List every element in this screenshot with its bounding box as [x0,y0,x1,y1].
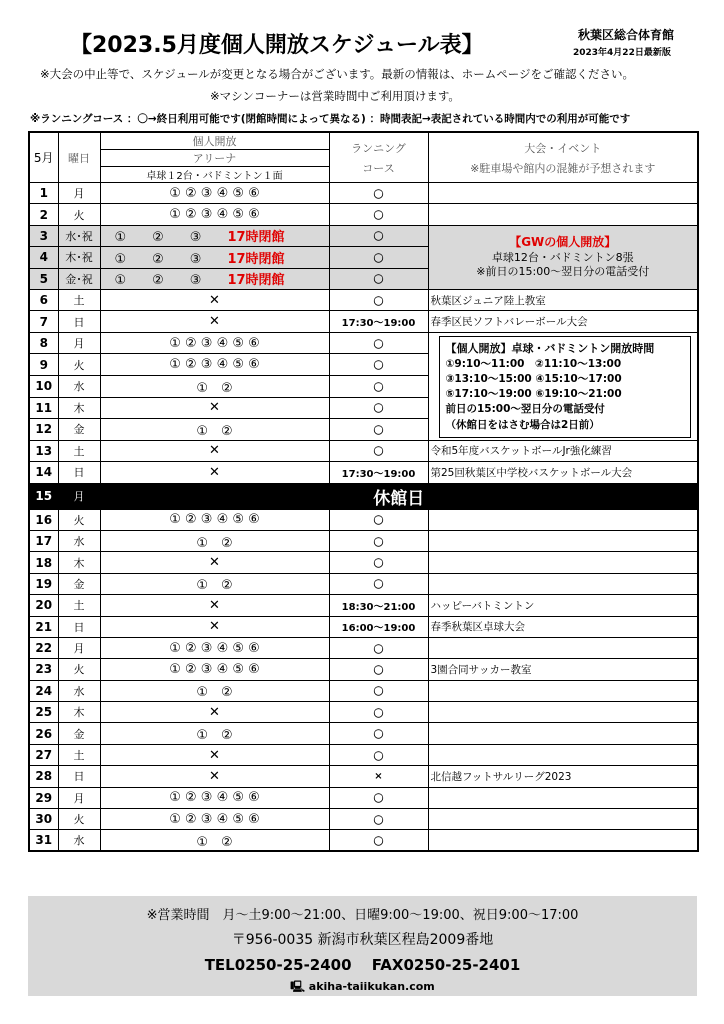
weekday-cell: 火 [58,659,100,680]
hours-info-box [439,336,692,438]
table-row [29,659,698,680]
day-cell: 28 [29,766,58,787]
arena-cell: ✕ [100,289,329,310]
footer-web [28,978,697,997]
notice-machine-corner: ※マシンコーナーは営業時間中ご利用頂けます。 [210,89,460,103]
running-cell: 〇 [329,440,428,461]
arena-cell: ① ② [100,723,329,744]
closed-day-label: 休館日 [100,483,698,509]
table-row [29,204,698,225]
running-cell: 〇 [329,268,428,289]
table-row [29,289,698,310]
table-row [29,637,698,658]
weekday-cell: 水 [58,830,100,851]
arena-cell: ① ② ③ ④ ⑤ ⑥ [100,637,329,658]
arena-cell: ① ② ③ ④ ⑤ ⑥ [100,787,329,808]
day-cell: 9 [29,354,58,376]
event-cell [428,509,698,530]
running-cell: 〇 [329,225,428,246]
arena-cell: ① ② [100,375,329,397]
day-cell: 2 [29,204,58,225]
organization-name: 秋葉区総合体育館 [578,28,675,42]
event-cell [428,744,698,765]
arena-cell: ✕ [100,595,329,616]
running-cell: 〇 [329,830,428,851]
arena-cell: ✕ [100,311,329,332]
event-cell: 春季秋葉区卓球大会 [428,616,698,637]
arena-cell: ① ② ③ ④ ⑤ ⑥ [100,354,329,376]
weekday-cell: 金 [58,419,100,441]
arena-cell: ① ② ③ ④ ⑤ ⑥ [100,659,329,680]
day-cell: 5 [29,268,58,289]
running-cell: 〇 [329,397,428,419]
arena-slots: ① ② ③ [114,251,202,267]
day-cell: 17 [29,530,58,551]
arena-cell: ✕ [100,702,329,723]
running-cell: 〇 [329,204,428,225]
weekday-cell: 火 [58,809,100,830]
arena-cell: ① ② [100,680,329,701]
footer-address: 〒956-0035 新潟市秋葉区程島2009番地 [231,932,494,948]
footer-hours: ※営業時間 月～土9:00～21:00、日曜9:00～19:00、祝日9:00～17:00 [146,908,579,923]
day-cell: 18 [29,552,58,573]
arena-cell: ✕ [100,552,329,573]
running-cell: 17:30～19:00 [329,462,428,483]
table-row [29,744,698,765]
day-cell: 10 [29,375,58,397]
event-cell [428,530,698,551]
event-cell [428,787,698,808]
table-row [29,616,698,637]
table-row [29,440,698,461]
footer-info [28,896,697,996]
table-row [29,483,698,509]
table-row [29,787,698,808]
running-cell: 〇 [329,375,428,397]
day-cell: 19 [29,573,58,594]
arena-cell [100,225,329,246]
weekday-cell: 火 [58,509,100,530]
running-cell: 〇 [329,702,428,723]
table-row [29,225,698,246]
weekday-cell: 土 [58,440,100,461]
hours-info-title: 【個人開放】卓球・バドミントン開放時間 [445,341,655,355]
arena-cell: ✕ [100,397,329,419]
running-cell: 〇 [329,723,428,744]
arena-cell: ① ② ③ ④ ⑤ ⑥ [100,809,329,830]
running-cell: 〇 [329,659,428,680]
event-cell [428,637,698,658]
header-event-line2: ※駐車場や館内の混雑が予想されます [470,161,656,175]
running-cell: 〇 [329,332,428,354]
event-cell: 春季区民ソフトバレーボール大会 [428,311,698,332]
event-cell: 令和5年度バスケットボールJr強化練習 [428,440,698,461]
early-close-label: 17時閉館 [227,251,285,267]
event-cell: 3園合同サッカー教室 [428,659,698,680]
table-row [29,311,698,332]
arena-cell: ① ② ③ ④ ⑤ ⑥ [100,183,329,204]
day-cell: 3 [29,225,58,246]
event-cell: 第25回秋葉区中学校バスケットボール大会 [428,462,698,483]
weekday-cell: 火 [58,204,100,225]
running-cell: 〇 [329,552,428,573]
running-cell: 〇 [329,183,428,204]
arena-cell: ✕ [100,462,329,483]
hours-info-line1: ①9:10～11:00 ②11:10～13:00 [445,357,622,370]
weekday-cell: 金 [58,723,100,744]
weekday-cell: 月 [58,183,100,204]
running-cell: 〇 [329,419,428,441]
day-cell: 27 [29,744,58,765]
weekday-cell: 金 [58,573,100,594]
header-month: 5月 [29,132,58,183]
day-cell: 14 [29,462,58,483]
header-arena-open: 個人開放 [100,132,329,150]
early-close-label: 17時閉館 [227,273,285,289]
table-row [29,702,698,723]
weekday-cell: 木 [58,702,100,723]
day-cell: 22 [29,637,58,658]
table-row [29,595,698,616]
table-row [29,830,698,851]
arena-cell: ① ② ③ ④ ⑤ ⑥ [100,509,329,530]
event-cell [428,723,698,744]
header-arena-capacity: 卓球１2台・バドミントン１面 [100,167,329,183]
weekday-cell: 水 [58,680,100,701]
weekday-cell: 日 [58,616,100,637]
header-running-line2: コース [362,161,395,175]
running-cell: 〇 [329,744,428,765]
event-cell [428,680,698,701]
running-cell: 〇 [329,530,428,551]
table-row [29,332,698,354]
weekday-cell: 水 [58,375,100,397]
arena-cell: ① ② [100,830,329,851]
hours-info-cell [428,332,698,440]
event-cell [428,830,698,851]
day-cell: 12 [29,419,58,441]
early-close-label: 17時閉館 [227,230,285,246]
weekday-cell: 土 [58,595,100,616]
weekday-cell: 木 [58,552,100,573]
running-cell: 17:30～19:00 [329,311,428,332]
event-cell [428,702,698,723]
table-row [29,462,698,483]
hours-info-line2: ③13:10～15:00 ④15:10～17:00 [445,372,622,385]
event-cell: 秋葉区ジュニア陸上教室 [428,289,698,310]
weekday-cell: 日 [58,462,100,483]
day-cell: 7 [29,311,58,332]
day-cell: 24 [29,680,58,701]
weekday-cell: 水･祝 [58,225,100,246]
day-cell: 26 [29,723,58,744]
weekday-cell: 日 [58,311,100,332]
weekday-cell: 土 [58,744,100,765]
hours-info-line4: 前日の15:00～翌日分の電話受付 [445,403,605,416]
notice-schedule-change: ※大会の中止等で、スケジュールが変更となる場合がございます。最新の情報は、ホームページをご確認ください。 [40,67,635,81]
event-cell [428,573,698,594]
day-cell: 25 [29,702,58,723]
day-cell: 8 [29,332,58,354]
gw-info-title: 【GWの個人開放】 [509,235,617,250]
gw-info-line2: ※前日の15:00～翌日分の電話受付 [476,265,650,279]
header-running-line1: ランニング [351,141,406,155]
day-cell: 23 [29,659,58,680]
arena-slots: ① ② ③ [114,230,202,246]
weekday-cell: 月 [58,332,100,354]
running-cell: 16:00～19:00 [329,616,428,637]
hours-info-line5: （休館日をはさむ場合は2日前） [445,418,600,431]
schedule-table [28,131,699,852]
weekday-cell: 月 [58,483,100,509]
arena-cell: ① ② ③ ④ ⑤ ⑥ [100,332,329,354]
arena-cell: ① ② [100,530,329,551]
notice-running-course: ※ランニングコース ：〇→終日利用可能です(閉館時間によって異なる) ：時間表記→表記されている時間内での利用が可能です [30,113,631,125]
table-row [29,809,698,830]
arena-cell: ① ② ③ ④ ⑤ ⑥ [100,204,329,225]
running-cell: 〇 [329,509,428,530]
weekday-cell: 月 [58,787,100,808]
table-row [29,723,698,744]
running-cell: 〇 [329,637,428,658]
running-cell: 〇 [329,573,428,594]
arena-slots: ① ② ③ [114,273,202,289]
computer-icon: 🖳 [290,980,305,993]
footer-tel-fax: TEL0250-25-2400 FAX0250-25-2401 [204,956,521,974]
table-row [29,183,698,204]
running-cell: 18:30～21:00 [329,595,428,616]
arena-cell: ① ② [100,419,329,441]
updated-date: 2023年4月22日最新版 [573,48,671,58]
day-cell: 6 [29,289,58,310]
day-cell: 4 [29,247,58,268]
hours-info-line3: ⑤17:10～19:00 ⑥19:10～21:00 [445,388,622,401]
running-cell: × [329,766,428,787]
day-cell: 11 [29,397,58,419]
table-row [29,530,698,551]
running-cell: 〇 [329,354,428,376]
page-title: 【2023.5月度個人開放スケジュール表】 [70,33,484,58]
running-cell: 〇 [329,680,428,701]
event-cell [428,809,698,830]
day-cell: 29 [29,787,58,808]
table-row [29,573,698,594]
day-cell: 31 [29,830,58,851]
day-cell: 16 [29,509,58,530]
day-cell: 30 [29,809,58,830]
weekday-cell: 土 [58,289,100,310]
table-row [29,552,698,573]
event-cell [428,183,698,204]
table-row [29,509,698,530]
weekday-cell: 月 [58,637,100,658]
weekday-cell: 木 [58,397,100,419]
header-running [329,132,428,183]
event-cell: ハッピーバトミントン [428,595,698,616]
event-cell [428,552,698,573]
arena-cell: ✕ [100,766,329,787]
weekday-cell: 水 [58,530,100,551]
weekday-cell: 金･祝 [58,268,100,289]
day-cell: 15 [29,483,58,509]
event-cell [428,204,698,225]
running-cell: 〇 [329,787,428,808]
running-cell: 〇 [329,247,428,268]
header-arena: アリーナ [100,150,329,167]
table-row [29,766,698,787]
arena-cell: ① ② [100,573,329,594]
arena-cell: ✕ [100,744,329,765]
day-cell: 13 [29,440,58,461]
arena-cell: ✕ [100,440,329,461]
running-cell: 〇 [329,289,428,310]
gw-info-box [428,225,698,289]
header-weekday: 曜日 [58,132,100,183]
schedule-body [29,183,698,852]
running-cell: 〇 [329,809,428,830]
arena-cell [100,268,329,289]
header-event-line1: 大会・イベント [524,141,602,155]
day-cell: 20 [29,595,58,616]
day-cell: 1 [29,183,58,204]
weekday-cell: 木･祝 [58,247,100,268]
day-cell: 21 [29,616,58,637]
event-cell: 北信越フットサルリーグ2023 [428,766,698,787]
arena-cell: ✕ [100,616,329,637]
weekday-cell: 日 [58,766,100,787]
weekday-cell: 火 [58,354,100,376]
table-row [29,680,698,701]
footer-web-url[interactable]: akiha-taiikukan.com [308,980,435,993]
arena-cell [100,247,329,268]
header-event [428,132,698,183]
gw-info-line1: 卓球12台・バドミントン8張 [491,250,634,264]
